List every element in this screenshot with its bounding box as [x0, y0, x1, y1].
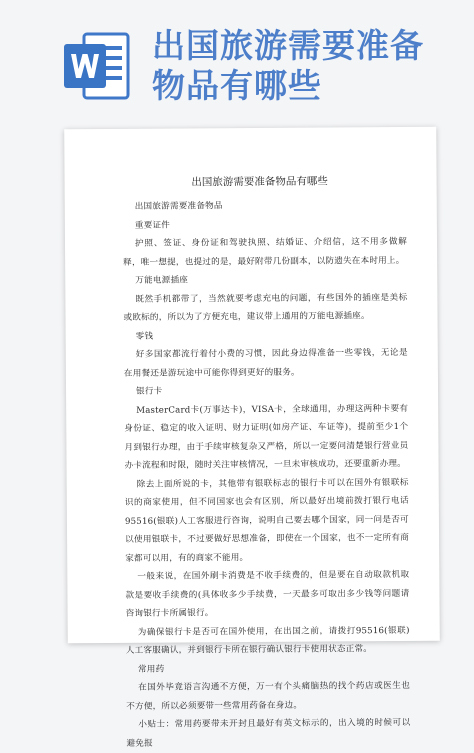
section-heading: 万能电源插座 [135, 275, 189, 286]
document-title: 出国旅游需要准备物品有哪些 [191, 175, 328, 189]
paragraph: 小贴士：常用药要带未开封且最好有英文标示的，出入境的时候可以避免报 [126, 717, 411, 749]
document-page [64, 127, 440, 749]
paragraph: 为确保银行卡是否可在国外使用，在出国之前，请拨打95516(银联)人工客服确认，并到银行卡所在银行确认银行卡使用状态正常。 [125, 625, 410, 656]
section-heading: 常用药 [137, 664, 165, 675]
paragraph: MasterCard卡(万事达卡)，VISA卡，全球通用，办理这两种卡要有身份证、稳定的收入证明、财力证明(如房产证、车证等)，提前至少1个月到银行办理，由于手续审核复杂又严格，所以一定要问清楚银行营业员办卡流程和时限，随时关注审核情况，一旦未审核成功，还要重新办理。 [124, 403, 409, 471]
header-title-line-1: 出国旅游需要准备 [152, 26, 424, 65]
paragraph: 好多国家都流行着付小费的习惯，因此身边得准备一些零钱，无论是在用餐还是游玩途中可能你得到更好的服务。 [123, 347, 408, 379]
paragraph: 既然手机都带了，当然就要考虑充电的问题，有些国外的插座是美标或欧标的，所以为了方便充电，建议带上通用的万能电源插座。 [123, 292, 408, 323]
section-heading: 银行卡 [136, 386, 163, 397]
section-heading: 出国旅游需要准备物品 [134, 201, 223, 212]
word-icon [62, 30, 130, 102]
paragraph: 护照、签证、身份证和驾驶执照、结婚证、介绍信，这不用多做解释，唯一想提，也提过的是，最好附带几份副本，以防遗失在本时用上。 [123, 236, 408, 268]
paragraph: 在国外毕竟语言沟通不方便，万一有个头痛脑热的找个药店或医生也不方便，所以必须要带一些常用药备在身边。 [126, 680, 411, 712]
section-heading: 零钱 [135, 331, 154, 342]
paragraph: 一般来说，在国外刷卡消费是不收手续费的，但是要在自动取款机取款是要收手续费的(具体收多少手续费，一天最多可取出多少钱等问题请咨询银行卡所属银行。 [125, 569, 410, 619]
header-title-line-2: 物品有哪些 [152, 66, 322, 105]
section-heading: 重要证件 [134, 220, 171, 231]
header-title [152, 26, 462, 106]
paragraph: 除去上面所说的卡，其他带有银联标志的银行卡可以在国外有银联标识的商家使用，但不同国家也会有区别，所以最好出境前拨打银行电话95516(银联)人工客服进行咨询，说明自己要去哪个国家，同一问是否可以使用银联卡，不过要做好思想准备，即使在一个国家，也不一定所有商家都可以用，有的商家不能用。 [124, 477, 410, 564]
